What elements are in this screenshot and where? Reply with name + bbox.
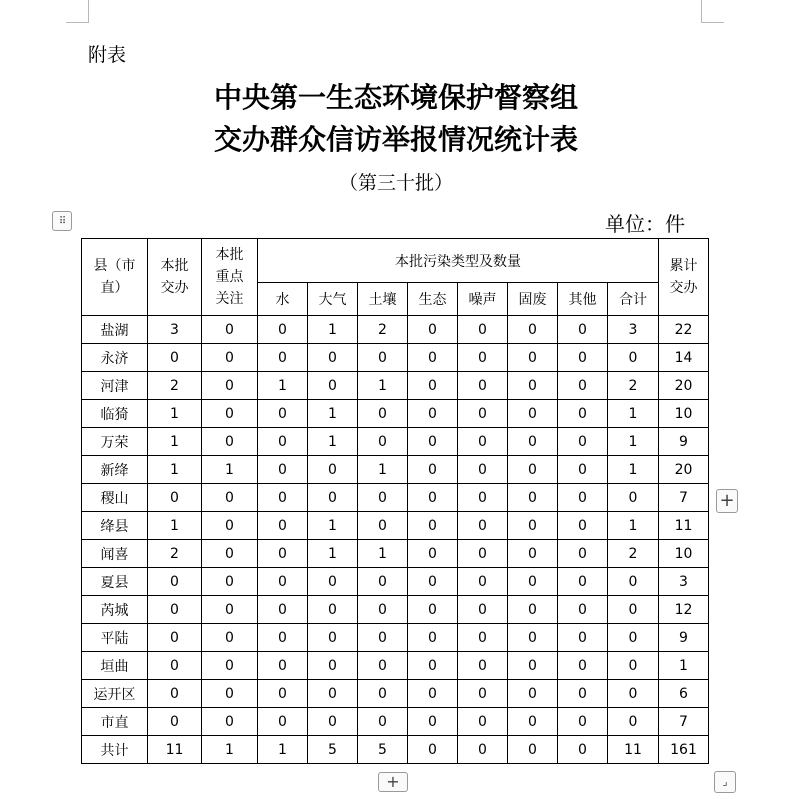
- header-pollution-type: 固废: [508, 283, 558, 316]
- value-cell[interactable]: 0: [508, 652, 558, 680]
- value-cell[interactable]: 0: [458, 680, 508, 708]
- value-cell[interactable]: 0: [508, 568, 558, 596]
- value-cell[interactable]: 0: [202, 652, 258, 680]
- value-cell[interactable]: 1: [148, 512, 202, 540]
- value-cell[interactable]: 1: [608, 456, 659, 484]
- value-cell[interactable]: 0: [558, 652, 608, 680]
- value-cell[interactable]: 2: [608, 540, 659, 568]
- value-cell[interactable]: 1: [148, 400, 202, 428]
- value-cell[interactable]: 0: [408, 708, 458, 736]
- value-cell[interactable]: 0: [358, 512, 408, 540]
- county-cell[interactable]: 共计: [82, 736, 148, 764]
- value-cell[interactable]: 0: [608, 652, 659, 680]
- value-cell[interactable]: 0: [558, 680, 608, 708]
- value-cell[interactable]: 0: [258, 512, 308, 540]
- value-cell[interactable]: 0: [358, 344, 408, 372]
- value-cell[interactable]: 0: [458, 596, 508, 624]
- value-cell[interactable]: 0: [258, 680, 308, 708]
- header-pollution-type: 大气: [308, 283, 358, 316]
- table-row: [82, 316, 709, 344]
- value-cell[interactable]: 1: [608, 428, 659, 456]
- value-cell[interactable]: 0: [148, 652, 202, 680]
- value-cell[interactable]: 0: [508, 372, 558, 400]
- value-cell[interactable]: 1: [358, 456, 408, 484]
- value-cell[interactable]: 0: [258, 596, 308, 624]
- value-cell[interactable]: 0: [408, 316, 458, 344]
- value-cell[interactable]: 0: [202, 400, 258, 428]
- value-cell[interactable]: 0: [408, 624, 458, 652]
- value-cell[interactable]: 7: [659, 708, 709, 736]
- value-cell[interactable]: 0: [202, 624, 258, 652]
- header-pollution-type: 其他: [558, 283, 608, 316]
- value-cell[interactable]: 1: [148, 428, 202, 456]
- value-cell[interactable]: 1: [202, 456, 258, 484]
- value-cell[interactable]: 0: [358, 484, 408, 512]
- value-cell[interactable]: 0: [308, 484, 358, 512]
- add-row-plus-icon: +: [386, 772, 400, 791]
- table-row: [82, 596, 709, 624]
- county-cell[interactable]: 垣曲: [82, 652, 148, 680]
- value-cell[interactable]: 0: [508, 736, 558, 764]
- document-title-line2: 交办群众信访举报情况统计表: [213, 123, 578, 156]
- county-cell[interactable]: 稷山: [82, 484, 148, 512]
- value-cell[interactable]: 0: [608, 708, 659, 736]
- table-row: [82, 456, 709, 484]
- value-cell[interactable]: 0: [258, 708, 308, 736]
- value-cell[interactable]: 0: [202, 680, 258, 708]
- value-cell[interactable]: 1: [308, 540, 358, 568]
- value-cell[interactable]: 1: [202, 736, 258, 764]
- value-cell[interactable]: 1: [608, 512, 659, 540]
- value-cell[interactable]: 0: [202, 512, 258, 540]
- table-move-handle-icon[interactable]: ⠿: [52, 211, 72, 231]
- value-cell[interactable]: 0: [508, 624, 558, 652]
- table-header-row-1: [82, 239, 709, 283]
- value-cell[interactable]: 2: [358, 316, 408, 344]
- value-cell[interactable]: 0: [608, 568, 659, 596]
- value-cell[interactable]: 0: [558, 512, 608, 540]
- value-cell[interactable]: 9: [659, 624, 709, 652]
- value-cell[interactable]: 0: [558, 316, 608, 344]
- add-column-plus-icon: +: [719, 490, 735, 511]
- value-cell[interactable]: 0: [558, 568, 608, 596]
- table-row: [82, 428, 709, 456]
- value-cell[interactable]: 0: [258, 540, 308, 568]
- value-cell[interactable]: 161: [659, 736, 709, 764]
- value-cell[interactable]: 0: [558, 344, 608, 372]
- value-cell[interactable]: 0: [508, 512, 558, 540]
- table-body: [82, 316, 709, 764]
- value-cell[interactable]: 0: [408, 596, 458, 624]
- county-cell[interactable]: 闻喜: [82, 540, 148, 568]
- value-cell[interactable]: 0: [358, 568, 408, 596]
- value-cell[interactable]: 0: [358, 680, 408, 708]
- value-cell[interactable]: 9: [659, 428, 709, 456]
- value-cell[interactable]: 0: [608, 624, 659, 652]
- value-cell[interactable]: 0: [202, 708, 258, 736]
- page-corner-mark-right: [701, 0, 724, 23]
- value-cell[interactable]: 0: [408, 456, 458, 484]
- statistics-table: [81, 238, 709, 764]
- value-cell[interactable]: 0: [202, 372, 258, 400]
- county-cell[interactable]: 市直: [82, 708, 148, 736]
- value-cell[interactable]: 0: [258, 652, 308, 680]
- value-cell[interactable]: 0: [508, 680, 558, 708]
- value-cell[interactable]: 0: [202, 428, 258, 456]
- value-cell[interactable]: 0: [408, 568, 458, 596]
- unit-label: 单位：件: [605, 212, 685, 236]
- value-cell[interactable]: 0: [558, 736, 608, 764]
- value-cell[interactable]: 0: [148, 568, 202, 596]
- value-cell[interactable]: 1: [659, 652, 709, 680]
- value-cell[interactable]: 0: [258, 624, 308, 652]
- value-cell[interactable]: 0: [408, 400, 458, 428]
- table-row: [82, 512, 709, 540]
- value-cell[interactable]: 1: [148, 456, 202, 484]
- value-cell[interactable]: 0: [508, 400, 558, 428]
- value-cell[interactable]: 12: [659, 596, 709, 624]
- value-cell[interactable]: 10: [659, 400, 709, 428]
- county-cell[interactable]: 临猗: [82, 400, 148, 428]
- table-row: [82, 708, 709, 736]
- value-cell[interactable]: 0: [558, 540, 608, 568]
- value-cell[interactable]: 3: [148, 316, 202, 344]
- value-cell[interactable]: 0: [508, 708, 558, 736]
- value-cell[interactable]: 0: [202, 540, 258, 568]
- table-row: [82, 624, 709, 652]
- value-cell[interactable]: 0: [308, 372, 358, 400]
- value-cell[interactable]: 2: [148, 372, 202, 400]
- value-cell[interactable]: 0: [608, 596, 659, 624]
- value-cell[interactable]: 0: [558, 400, 608, 428]
- value-cell[interactable]: 0: [608, 680, 659, 708]
- value-cell[interactable]: 0: [558, 372, 608, 400]
- value-cell[interactable]: 0: [358, 652, 408, 680]
- value-cell[interactable]: 1: [358, 540, 408, 568]
- value-cell[interactable]: 0: [408, 344, 458, 372]
- table-row: [82, 540, 709, 568]
- county-cell[interactable]: 运开区: [82, 680, 148, 708]
- value-cell[interactable]: 0: [258, 568, 308, 596]
- value-cell[interactable]: 0: [258, 316, 308, 344]
- value-cell[interactable]: 1: [308, 428, 358, 456]
- table-row: [82, 652, 709, 680]
- value-cell[interactable]: 0: [202, 596, 258, 624]
- value-cell[interactable]: 1: [308, 400, 358, 428]
- value-cell[interactable]: 0: [558, 428, 608, 456]
- value-cell[interactable]: 0: [148, 484, 202, 512]
- value-cell[interactable]: 0: [458, 624, 508, 652]
- county-cell[interactable]: 河津: [82, 372, 148, 400]
- value-cell[interactable]: 11: [659, 512, 709, 540]
- value-cell[interactable]: 11: [608, 736, 659, 764]
- value-cell[interactable]: 0: [558, 624, 608, 652]
- value-cell[interactable]: 0: [308, 652, 358, 680]
- value-cell[interactable]: 0: [608, 344, 659, 372]
- value-cell[interactable]: 0: [458, 568, 508, 596]
- value-cell[interactable]: 0: [358, 596, 408, 624]
- value-cell[interactable]: 0: [408, 512, 458, 540]
- county-cell[interactable]: 万荣: [82, 428, 148, 456]
- table-row: [82, 344, 709, 372]
- value-cell[interactable]: 0: [458, 428, 508, 456]
- county-cell[interactable]: 盐湖: [82, 316, 148, 344]
- value-cell[interactable]: 0: [258, 484, 308, 512]
- value-cell[interactable]: 0: [308, 680, 358, 708]
- add-column-button[interactable]: [716, 489, 738, 513]
- value-cell[interactable]: 2: [148, 540, 202, 568]
- table-row: [82, 568, 709, 596]
- table-resize-handle-icon[interactable]: ⌟: [714, 771, 736, 793]
- county-cell[interactable]: 夏县: [82, 568, 148, 596]
- value-cell[interactable]: 0: [458, 708, 508, 736]
- value-cell[interactable]: 0: [458, 512, 508, 540]
- value-cell[interactable]: 0: [408, 540, 458, 568]
- value-cell[interactable]: 5: [358, 736, 408, 764]
- value-cell[interactable]: 0: [458, 540, 508, 568]
- value-cell[interactable]: 6: [659, 680, 709, 708]
- value-cell[interactable]: 0: [358, 624, 408, 652]
- value-cell[interactable]: 0: [458, 456, 508, 484]
- value-cell[interactable]: 0: [608, 484, 659, 512]
- value-cell[interactable]: 1: [308, 512, 358, 540]
- value-cell[interactable]: 1: [258, 736, 308, 764]
- county-cell[interactable]: 绛县: [82, 512, 148, 540]
- value-cell[interactable]: 0: [202, 484, 258, 512]
- value-cell[interactable]: 0: [308, 456, 358, 484]
- value-cell[interactable]: 0: [458, 372, 508, 400]
- value-cell[interactable]: 1: [308, 316, 358, 344]
- value-cell[interactable]: 0: [408, 484, 458, 512]
- value-cell[interactable]: 1: [358, 372, 408, 400]
- value-cell[interactable]: 0: [202, 316, 258, 344]
- county-cell[interactable]: 平陆: [82, 624, 148, 652]
- value-cell[interactable]: 0: [458, 652, 508, 680]
- header-pollution-type: 土壤: [358, 283, 408, 316]
- value-cell[interactable]: 0: [458, 400, 508, 428]
- value-cell[interactable]: 0: [308, 624, 358, 652]
- value-cell[interactable]: 20: [659, 372, 709, 400]
- header-batch-assigned: 本批交办: [148, 239, 202, 316]
- value-cell[interactable]: 0: [508, 428, 558, 456]
- value-cell[interactable]: 0: [258, 428, 308, 456]
- value-cell[interactable]: 0: [358, 708, 408, 736]
- value-cell[interactable]: 11: [148, 736, 202, 764]
- value-cell[interactable]: 0: [258, 400, 308, 428]
- header-pollution-type: 水: [258, 283, 308, 316]
- value-cell[interactable]: 0: [308, 568, 358, 596]
- value-cell[interactable]: 0: [408, 372, 458, 400]
- table-row: [82, 400, 709, 428]
- value-cell[interactable]: 0: [558, 456, 608, 484]
- value-cell[interactable]: 0: [148, 344, 202, 372]
- value-cell[interactable]: 0: [258, 344, 308, 372]
- value-cell[interactable]: 0: [408, 736, 458, 764]
- value-cell[interactable]: 0: [508, 316, 558, 344]
- value-cell[interactable]: 0: [458, 484, 508, 512]
- value-cell[interactable]: 5: [308, 736, 358, 764]
- value-cell[interactable]: 3: [608, 316, 659, 344]
- table-row: [82, 484, 709, 512]
- table-total-row: [82, 736, 709, 764]
- table-row: [82, 680, 709, 708]
- value-cell[interactable]: 0: [508, 596, 558, 624]
- value-cell[interactable]: 0: [508, 540, 558, 568]
- value-cell[interactable]: 0: [148, 596, 202, 624]
- value-cell[interactable]: 0: [308, 344, 358, 372]
- value-cell[interactable]: 2: [608, 372, 659, 400]
- value-cell[interactable]: 3: [659, 568, 709, 596]
- header-cumulative: 累计交办: [659, 239, 709, 316]
- value-cell[interactable]: 0: [558, 484, 608, 512]
- value-cell[interactable]: 0: [458, 344, 508, 372]
- value-cell[interactable]: 0: [308, 596, 358, 624]
- add-row-button[interactable]: [378, 772, 408, 792]
- page-corner-mark-left: [66, 0, 89, 23]
- value-cell[interactable]: 22: [659, 316, 709, 344]
- value-cell[interactable]: 0: [508, 456, 558, 484]
- county-cell[interactable]: 新绛: [82, 456, 148, 484]
- header-county: 县（市直）: [82, 239, 148, 316]
- value-cell[interactable]: 20: [659, 456, 709, 484]
- value-cell[interactable]: 14: [659, 344, 709, 372]
- header-key-focus: 本批重点关注: [202, 239, 258, 316]
- value-cell[interactable]: 0: [358, 400, 408, 428]
- value-cell[interactable]: 1: [258, 372, 308, 400]
- value-cell[interactable]: 0: [558, 596, 608, 624]
- value-cell[interactable]: 0: [458, 316, 508, 344]
- county-cell[interactable]: 芮城: [82, 596, 148, 624]
- value-cell[interactable]: 0: [508, 344, 558, 372]
- attachment-label: 附表: [88, 44, 127, 66]
- value-cell[interactable]: 10: [659, 540, 709, 568]
- value-cell[interactable]: 0: [148, 680, 202, 708]
- header-pollution-type: 噪声: [458, 283, 508, 316]
- value-cell[interactable]: 0: [408, 680, 458, 708]
- value-cell[interactable]: 0: [508, 484, 558, 512]
- header-pollution-type: 生态: [408, 283, 458, 316]
- document-title-line1: 中央第一生态环境保护督察组: [213, 81, 578, 114]
- batch-number: （第三十批）: [338, 172, 453, 194]
- value-cell[interactable]: 0: [458, 736, 508, 764]
- value-cell[interactable]: 0: [148, 624, 202, 652]
- value-cell[interactable]: 1: [608, 400, 659, 428]
- value-cell[interactable]: 7: [659, 484, 709, 512]
- value-cell[interactable]: 0: [358, 428, 408, 456]
- table-row: [82, 372, 709, 400]
- county-cell[interactable]: 永济: [82, 344, 148, 372]
- value-cell[interactable]: 0: [558, 708, 608, 736]
- value-cell[interactable]: 0: [148, 708, 202, 736]
- header-pollution-group: 本批污染类型及数量: [258, 239, 659, 283]
- value-cell[interactable]: 0: [408, 652, 458, 680]
- header-pollution-type: 合计: [608, 283, 659, 316]
- value-cell[interactable]: 0: [258, 456, 308, 484]
- value-cell[interactable]: 0: [202, 568, 258, 596]
- value-cell[interactable]: 0: [202, 344, 258, 372]
- value-cell[interactable]: 0: [408, 428, 458, 456]
- value-cell[interactable]: 0: [308, 708, 358, 736]
